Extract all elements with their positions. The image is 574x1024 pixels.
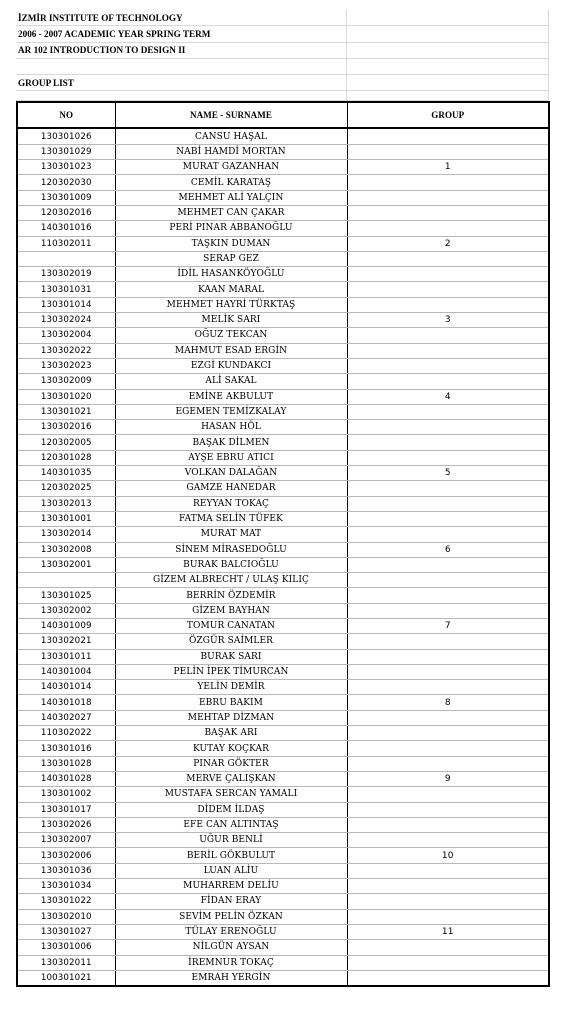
student-number: 130301031 [17,282,115,297]
student-number: 130302010 [17,909,115,924]
student-number: 140301009 [17,618,115,633]
table-row [17,128,549,144]
blank-row [16,58,346,74]
table-row [17,343,549,358]
group-number: 9 [347,771,549,786]
column-header-group: GROUP [347,102,549,128]
student-number: 130301023 [17,160,115,175]
student-name: İDİL HASANKÖYOĞLU [115,267,347,282]
student-number: 130301016 [17,741,115,756]
group-number [347,404,549,419]
student-number: 130302019 [17,267,115,282]
student-name: KAAN MARAL [115,282,347,297]
group-number [347,251,549,266]
student-name: BURAK SARI [115,649,347,664]
student-number: 130302014 [17,527,115,542]
table-row [17,236,549,251]
table-row [17,144,549,159]
group-number [347,511,549,526]
table-row [17,573,549,588]
student-name: DİDEM İLDAŞ [115,802,347,817]
student-name: NABİ HAMDİ MORTAN [115,144,347,159]
table-row [17,328,549,343]
student-name: ALİ SAKAL [115,374,347,389]
student-number: 110302011 [17,236,115,251]
student-name: BAŞAK ARI [115,726,347,741]
table-row [17,251,549,266]
student-name: GİZEM BAYHAN [115,603,347,618]
table-row [17,833,549,848]
student-name: CEMİL KARATAŞ [115,175,347,190]
table-row [17,282,549,297]
student-name: FİDAN ERAY [115,894,347,909]
table-row [17,389,549,404]
student-number: 130301022 [17,894,115,909]
group-number: 6 [347,542,549,557]
student-name: BURAK BALCIOĞLU [115,557,347,572]
group-number [347,496,549,511]
table-row [17,879,549,894]
student-name: REYYAN TOKAÇ [115,496,347,511]
student-number: 130302004 [17,328,115,343]
table-header-row [17,102,549,128]
student-name: CANSU HAŞAL [115,128,347,144]
student-number: 110302022 [17,726,115,741]
student-number: 140302027 [17,710,115,725]
group-number [347,726,549,741]
student-name: MAHMUT ESAD ERGİN [115,343,347,358]
student-number: 140301035 [17,466,115,481]
group-number [347,741,549,756]
group-number: 1 [347,160,549,175]
student-number: 130301028 [17,756,115,771]
student-number: 130302023 [17,358,115,373]
group-number [347,588,549,603]
group-number [347,557,549,572]
table-row [17,695,549,710]
student-name: MURAT GAZANHAN [115,160,347,175]
course-title: AR 102 INTRODUCTION TO DESIGN II [16,42,346,58]
table-row [17,496,549,511]
table-row [17,894,549,909]
student-name: MELİK SARI [115,313,347,328]
student-name: BAŞAK DİLMEN [115,435,347,450]
table-row [17,924,549,939]
student-number: 130302001 [17,557,115,572]
group-number [347,481,549,496]
table-row [17,450,549,465]
student-number: 130302002 [17,603,115,618]
group-number [347,894,549,909]
group-number [347,603,549,618]
student-name: EFE CAN ALTINTAŞ [115,817,347,832]
table-row [17,420,549,435]
student-number: 130301026 [17,128,115,144]
student-number: 120301028 [17,450,115,465]
student-number: 120302016 [17,205,115,220]
student-number: 130302008 [17,542,115,557]
group-number [347,802,549,817]
group-number [347,634,549,649]
table-row [17,160,549,175]
group-number [347,297,549,312]
student-number: 130301011 [17,649,115,664]
group-number [347,955,549,970]
table-row [17,618,549,633]
table-row [17,970,549,986]
student-number: 130301029 [17,144,115,159]
table-row [17,527,549,542]
group-number [347,328,549,343]
student-name: VOLKAN DALAĞAN [115,466,347,481]
student-name: GİZEM ALBRECHT / ULAŞ KILIÇ [115,573,347,588]
student-number: 130301036 [17,863,115,878]
student-number: 130302021 [17,634,115,649]
table-row [17,634,549,649]
student-name: MERVE ÇALIŞKAN [115,771,347,786]
table-row [17,710,549,725]
student-name: YELİN DEMİR [115,680,347,695]
table-row [17,374,549,389]
table-row [17,955,549,970]
student-number: 140301014 [17,680,115,695]
table-row [17,175,549,190]
group-number [347,710,549,725]
group-number [347,680,549,695]
table-row [17,557,549,572]
student-name: PERİ PINAR ABBANOĞLU [115,221,347,236]
institute-name: İZMİR INSTITUTE OF TECHNOLOGY [16,10,346,26]
student-name: OĞUZ TEKCAN [115,328,347,343]
table-row [17,404,549,419]
student-number: 130301034 [17,879,115,894]
table-row [17,848,549,863]
table-row [17,603,549,618]
student-number: 120302030 [17,175,115,190]
table-row [17,313,549,328]
group-number [347,833,549,848]
student-name: EBRU BAKIM [115,695,347,710]
group-number [347,940,549,955]
table-row [17,741,549,756]
student-name: SERAP GEZ [115,251,347,266]
table-row [17,756,549,771]
group-number [347,358,549,373]
group-list-table [16,101,550,987]
student-number: 130302011 [17,955,115,970]
group-number: 11 [347,924,549,939]
group-number [347,756,549,771]
group-number: 7 [347,618,549,633]
student-name: AYŞE EBRU ATICI [115,450,347,465]
group-number: 5 [347,466,549,481]
group-number [347,664,549,679]
student-name: FATMA SELİN TÜFEK [115,511,347,526]
student-number: 140301028 [17,771,115,786]
group-number: 3 [347,313,549,328]
group-number [347,649,549,664]
student-number: 130301027 [17,924,115,939]
table-row [17,205,549,220]
group-number [347,282,549,297]
group-number [347,175,549,190]
table-row [17,680,549,695]
student-number: 130301014 [17,297,115,312]
student-number: 130302026 [17,817,115,832]
student-number: 120302025 [17,481,115,496]
table-row [17,802,549,817]
student-name: İREMNUR TOKAÇ [115,955,347,970]
table-row [17,726,549,741]
student-name: TOMUR CANATAN [115,618,347,633]
student-name: PELİN İPEK TİMURCAN [115,664,347,679]
table-row [17,649,549,664]
spreadsheet [16,10,548,987]
student-number: 130302009 [17,374,115,389]
student-name: EMİNE AKBULUT [115,389,347,404]
list-title: GROUP LIST [16,75,346,91]
student-name: NİLGÜN AYSAN [115,940,347,955]
student-number: 140301018 [17,695,115,710]
table-row [17,940,549,955]
group-number [347,909,549,924]
student-name: UĞUR BENLİ [115,833,347,848]
student-name: HASAN HÖL [115,420,347,435]
table-row [17,466,549,481]
table-row [17,542,549,557]
group-number [347,879,549,894]
group-number [347,190,549,205]
table-row [17,771,549,786]
table-row [17,221,549,236]
column-header-no: NO [17,102,115,128]
student-name: MUSTAFA SERCAN YAMALI [115,787,347,802]
student-number: 130302013 [17,496,115,511]
student-name: BERRİN ÖZDEMİR [115,588,347,603]
group-number [347,267,549,282]
group-number [347,374,549,389]
student-number: 100301021 [17,970,115,986]
student-name: EGEMEN TEMİZKALAY [115,404,347,419]
student-number: 130301001 [17,511,115,526]
student-number: 120302005 [17,435,115,450]
table-row [17,817,549,832]
student-name: LUAN ALİU [115,863,347,878]
student-name: EZGİ KUNDAKCI [115,358,347,373]
table-row [17,909,549,924]
table-row [17,664,549,679]
table-row [17,511,549,526]
table-row [17,481,549,496]
student-number [17,251,115,266]
academic-term: 2006 - 2007 ACADEMIC YEAR SPRING TERM [16,26,346,42]
student-number: 130301002 [17,787,115,802]
student-number: 130301025 [17,588,115,603]
group-number: 2 [347,236,549,251]
group-number: 10 [347,848,549,863]
student-number: 130302006 [17,848,115,863]
table-row [17,787,549,802]
group-number [347,343,549,358]
student-number [17,573,115,588]
student-name: GAMZE HANEDAR [115,481,347,496]
group-number [347,128,549,144]
student-number: 130302016 [17,420,115,435]
group-number: 8 [347,695,549,710]
student-name: SİNEM MİRASEDOĞLU [115,542,347,557]
group-number [347,450,549,465]
student-number: 130301021 [17,404,115,419]
group-number [347,527,549,542]
table-row [17,435,549,450]
student-number: 140301004 [17,664,115,679]
student-number: 130301017 [17,802,115,817]
column-header-name: NAME - SURNAME [115,102,347,128]
group-number [347,787,549,802]
student-name: SEVİM PELİN ÖZKAN [115,909,347,924]
group-number: 4 [347,389,549,404]
group-number [347,863,549,878]
student-name: ÖZGÜR SAİMLER [115,634,347,649]
table-row [17,863,549,878]
table-row [17,358,549,373]
student-number: 130301006 [17,940,115,955]
student-name: EMRAH YERGİN [115,970,347,986]
group-number [347,817,549,832]
document-header [16,10,549,101]
student-name: MEHTAP DİZMAN [115,710,347,725]
student-name: KUTAY KOÇKAR [115,741,347,756]
student-name: MURAT MAT [115,527,347,542]
student-number: 130302007 [17,833,115,848]
student-number: 130301020 [17,389,115,404]
group-number [347,970,549,986]
student-number: 130302022 [17,343,115,358]
table-row [17,588,549,603]
group-number [347,144,549,159]
group-number [347,573,549,588]
student-name: MUHARREM DELİU [115,879,347,894]
student-name: TÜLAY ERENOĞLU [115,924,347,939]
group-number [347,435,549,450]
table-row [17,297,549,312]
table-row [17,190,549,205]
student-name: MEHMET ALİ YALÇIN [115,190,347,205]
student-name: PINAR GÖKTER [115,756,347,771]
group-number [347,205,549,220]
student-name: MEHMET HAYRİ TÜRKTAŞ [115,297,347,312]
group-number [347,221,549,236]
student-number: 130302024 [17,313,115,328]
student-name: BERİL GÖKBULUT [115,848,347,863]
table-row [17,267,549,282]
student-number: 140301016 [17,221,115,236]
student-number: 130301009 [17,190,115,205]
student-name: TAŞKIN DUMAN [115,236,347,251]
student-name: MEHMET CAN ÇAKAR [115,205,347,220]
group-number [347,420,549,435]
